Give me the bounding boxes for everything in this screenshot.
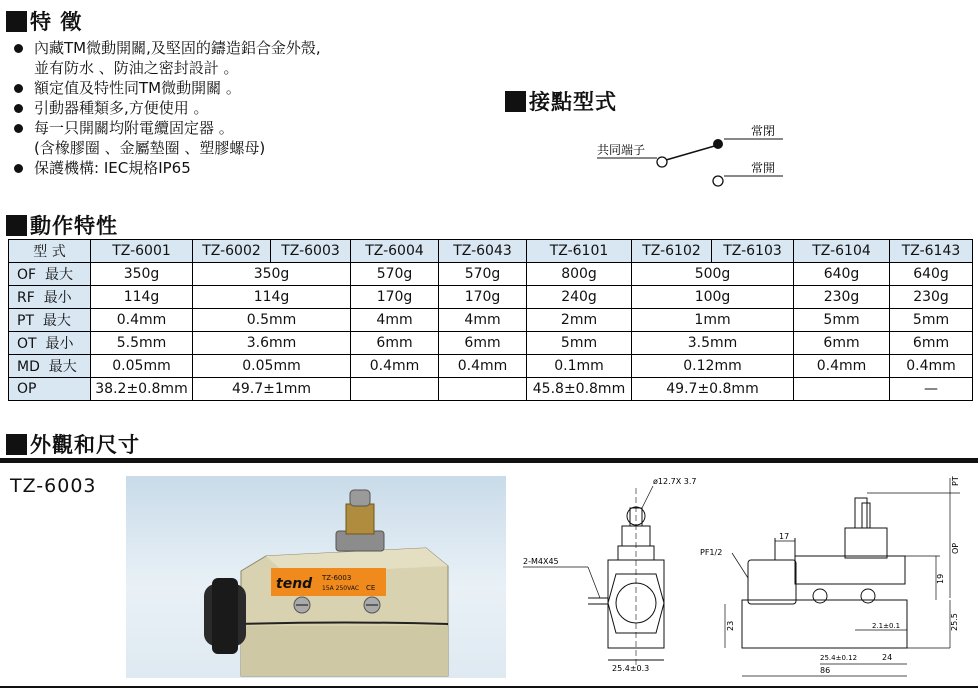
table-cell: 4mm <box>439 309 527 332</box>
dimension-drawing <box>520 468 975 686</box>
table-row <box>9 286 973 309</box>
table-cell: — <box>890 378 973 401</box>
table-cell: 0.4mm <box>351 355 439 378</box>
common-terminal-icon <box>657 157 667 167</box>
table-cell: 0.4mm <box>439 355 527 378</box>
pt-dim: PT <box>951 476 960 486</box>
title-square-icon <box>6 434 27 455</box>
roller-dim: ø12.7X 3.7 <box>653 477 697 486</box>
table-cell <box>351 378 439 401</box>
table-cell: 0.05mm <box>91 355 193 378</box>
table-cell: 4mm <box>351 309 439 332</box>
table-cell: 570g <box>351 263 439 286</box>
table-cell: 170g <box>439 286 527 309</box>
feature-item: 每一只開關均附電纜固定器 。 (含橡膠圈 、金屬墊圈 、塑膠螺母) <box>12 118 321 158</box>
table-cell: 0.5mm <box>193 309 351 332</box>
header-cell: TZ-6101 <box>527 240 632 263</box>
width-dim: 25.4±0.3 <box>612 664 650 673</box>
bullet-icon <box>14 104 23 113</box>
table-row <box>9 378 973 401</box>
table-row <box>9 309 973 332</box>
header-cell: TZ-6002 <box>193 240 271 263</box>
table-cell: 240g <box>527 286 632 309</box>
dim-24: 24 <box>882 653 893 662</box>
table-cell: 100g <box>632 286 794 309</box>
table-row <box>9 332 973 355</box>
table-cell <box>439 378 527 401</box>
pf-dim: PF1/2 <box>700 548 723 557</box>
contact-title: 接點型式 <box>505 86 617 116</box>
table-cell: 500g <box>632 263 794 286</box>
bottom-divider <box>0 686 978 688</box>
row-header-cell: RF 最小 <box>9 286 91 309</box>
header-cell: TZ-6003 <box>271 240 351 263</box>
table-cell: 49.7±0.8mm <box>632 378 794 401</box>
features-list <box>12 38 321 178</box>
table-cell: 0.12mm <box>632 355 794 378</box>
table-cell: 3.5mm <box>632 332 794 355</box>
row-header-cell: OT 最小 <box>9 332 91 355</box>
table-cell: 0.05mm <box>193 355 351 378</box>
table-cell: 640g <box>794 263 890 286</box>
dim-25-5: 25.5 <box>950 613 959 631</box>
nc-label: 常閉 <box>751 124 776 138</box>
table-cell: 5mm <box>794 309 890 332</box>
table-cell: 0.4mm <box>890 355 973 378</box>
row-header-cell: MD 最大 <box>9 355 91 378</box>
nc-contact-icon <box>713 139 723 149</box>
bullet-icon <box>14 124 23 133</box>
table-cell: 230g <box>890 286 973 309</box>
table-cell: 49.7±1mm <box>193 378 351 401</box>
dim-25-4: 25.4±0.12 <box>820 654 858 662</box>
table-cell: 570g <box>439 263 527 286</box>
brand-label: tend <box>276 576 313 592</box>
appearance-title: 外觀和尺寸 <box>6 429 140 459</box>
table-cell: 6mm <box>794 332 890 355</box>
header-cell: TZ-6104 <box>794 240 890 263</box>
characteristics-title: 動作特性 <box>6 210 118 240</box>
screw-dim: 2-M4X45 <box>523 557 559 566</box>
photo-model-label: TZ-6003 <box>322 574 352 582</box>
dim-17: 17 <box>779 532 790 541</box>
no-contact-icon <box>713 176 723 186</box>
header-cell: TZ-6001 <box>91 240 193 263</box>
dim-23: 23 <box>726 620 735 631</box>
table-cell: 2mm <box>527 309 632 332</box>
table-cell: 6mm <box>890 332 973 355</box>
table-cell: 3.6mm <box>193 332 351 355</box>
table-cell: 170g <box>351 286 439 309</box>
header-cell: TZ-6043 <box>439 240 527 263</box>
table-row <box>9 355 973 378</box>
dim-86: 86 <box>820 666 831 675</box>
ce-mark: CE <box>366 584 376 592</box>
table-cell: 5mm <box>527 332 632 355</box>
table-cell <box>794 378 890 401</box>
header-cell: TZ-6103 <box>712 240 794 263</box>
table-cell: 38.2±0.8mm <box>91 378 193 401</box>
feature-item: 內藏TM微動開關,及堅固的鑄造鋁合金外殼, 並有防水 、防油之密封設計 。 <box>12 38 321 78</box>
table-cell: 0.1mm <box>527 355 632 378</box>
header-cell: TZ-6143 <box>890 240 973 263</box>
section-divider <box>0 458 978 463</box>
table-cell: 5mm <box>890 309 973 332</box>
characteristics-table <box>8 239 973 401</box>
feature-item: 保護機構: IEC規格IP65 <box>12 158 321 178</box>
photo-rating-label: 15A 250VAC <box>322 585 360 592</box>
table-cell: 45.8±0.8mm <box>527 378 632 401</box>
table-cell: 0.4mm <box>794 355 890 378</box>
title-square-icon <box>6 215 27 236</box>
feature-item: 引動器種類多,方便使用 。 <box>12 98 321 118</box>
common-terminal-label: 共同端子 <box>597 143 646 157</box>
row-header-cell: OP <box>9 378 91 401</box>
row-header-cell: PT 最大 <box>9 309 91 332</box>
feature-item: 額定值及特性同TM微動開關 。 <box>12 78 321 98</box>
table-cell: 350g <box>91 263 193 286</box>
model-label: TZ-6003 <box>10 475 97 497</box>
header-cell: 型 式 <box>9 240 91 263</box>
no-label: 常開 <box>751 161 776 175</box>
table-cell: 6mm <box>351 332 439 355</box>
bullet-icon <box>14 164 23 173</box>
product-photo <box>126 476 506 678</box>
table-cell: 350g <box>193 263 351 286</box>
op-dim: OP <box>951 542 960 554</box>
row-header-cell: OF 最大 <box>9 263 91 286</box>
table-cell: 1mm <box>632 309 794 332</box>
bullet-icon <box>14 44 23 53</box>
title-square-icon <box>6 11 27 32</box>
dim-19: 19 <box>936 573 945 584</box>
table-row <box>9 263 973 286</box>
table-cell: 0.4mm <box>91 309 193 332</box>
contact-diagram <box>595 118 795 193</box>
table-cell: 640g <box>890 263 973 286</box>
table-cell: 114g <box>91 286 193 309</box>
table-header-row <box>9 240 973 263</box>
header-cell: TZ-6004 <box>351 240 439 263</box>
table-cell: 230g <box>794 286 890 309</box>
table-cell: 6mm <box>439 332 527 355</box>
bullet-icon <box>14 84 23 93</box>
dim-2-1: 2.1±0.1 <box>872 622 901 630</box>
table-cell: 5.5mm <box>91 332 193 355</box>
header-cell: TZ-6102 <box>632 240 712 263</box>
title-square-icon <box>505 91 526 112</box>
table-cell: 114g <box>193 286 351 309</box>
table-cell: 800g <box>527 263 632 286</box>
features-title: 特 徵 <box>6 6 82 36</box>
